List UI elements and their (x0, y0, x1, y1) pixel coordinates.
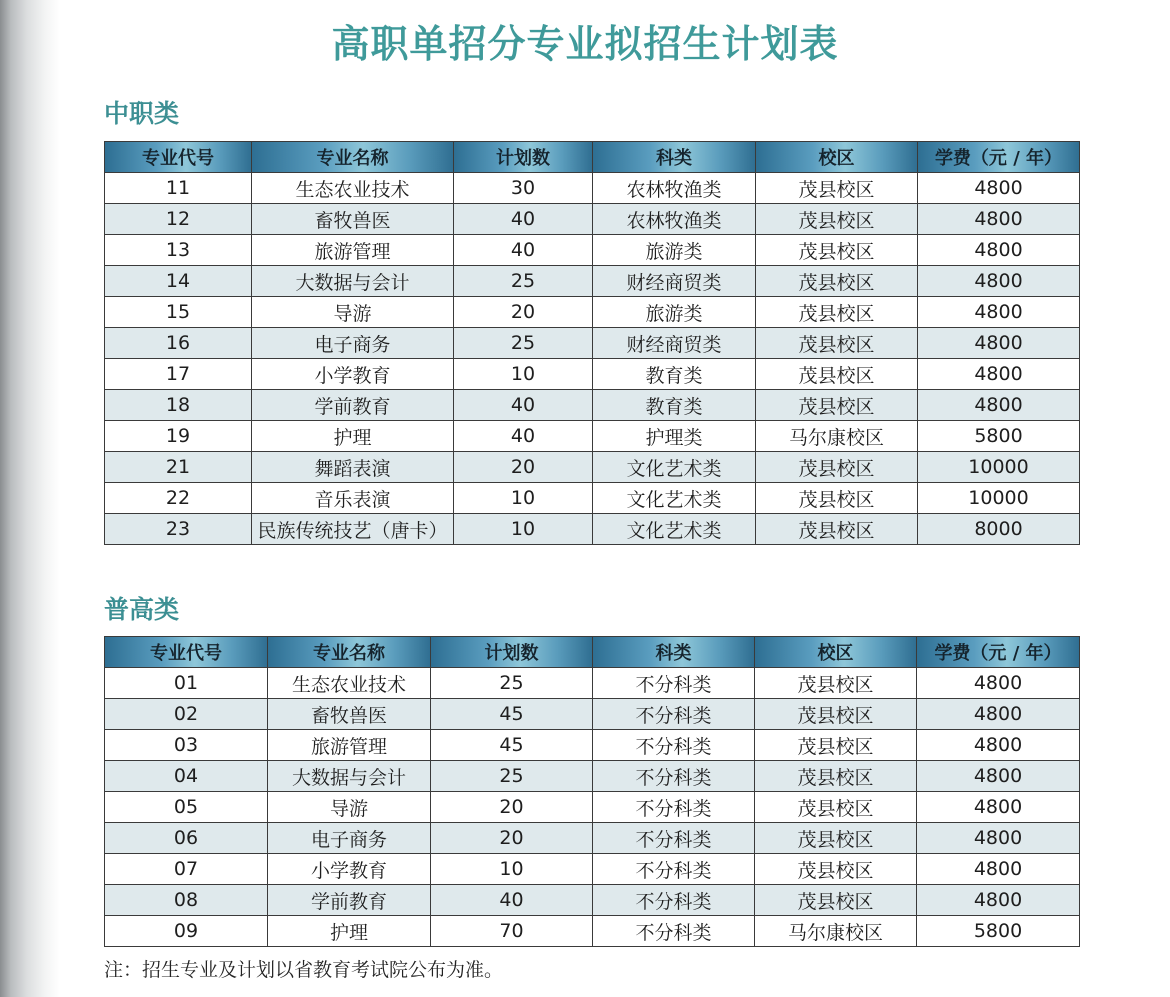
campus-cell: 茂县校区 (755, 792, 917, 823)
table-row (105, 266, 1080, 297)
category-cell: 教育类 (593, 359, 756, 390)
campus-cell: 茂县校区 (756, 452, 918, 483)
code-cell: 13 (105, 235, 252, 266)
code-cell: 06 (105, 823, 268, 854)
table-row (105, 359, 1080, 390)
campus-cell: 茂县校区 (755, 730, 917, 761)
table-row (105, 916, 1080, 947)
tuition-cell: 4800 (917, 699, 1080, 730)
code-cell: 08 (105, 885, 268, 916)
campus-cell: 马尔康校区 (755, 916, 917, 947)
tuition-cell: 4800 (917, 792, 1080, 823)
quota-cell: 20 (454, 452, 593, 483)
table-row (105, 854, 1080, 885)
column-header-tuition: 学费（元 / 年） (917, 637, 1080, 668)
quota-cell: 40 (454, 235, 593, 266)
tuition-cell: 4800 (918, 173, 1080, 204)
category-cell: 护理类 (593, 421, 756, 452)
campus-cell: 茂县校区 (755, 761, 917, 792)
tuition-cell: 5800 (918, 421, 1080, 452)
category-cell: 文化艺术类 (593, 514, 756, 545)
quota-cell: 25 (454, 266, 593, 297)
quota-cell: 45 (431, 730, 593, 761)
tuition-cell: 4800 (917, 668, 1080, 699)
category-cell: 不分科类 (593, 699, 755, 730)
code-cell: 05 (105, 792, 268, 823)
campus-cell: 茂县校区 (756, 328, 918, 359)
table-row (105, 885, 1080, 916)
category-cell: 文化艺术类 (593, 452, 756, 483)
table-header-row (105, 142, 1080, 173)
code-cell: 01 (105, 668, 268, 699)
code-cell: 15 (105, 297, 252, 328)
table-row (105, 514, 1080, 545)
code-cell: 19 (105, 421, 252, 452)
code-cell: 18 (105, 390, 252, 421)
footnote: 注：招生专业及计划以省教育考试院公布为准。 (104, 959, 504, 981)
campus-cell: 茂县校区 (755, 823, 917, 854)
tuition-cell: 4800 (918, 390, 1080, 421)
column-header-quota: 计划数 (431, 637, 593, 668)
major-cell: 学前教育 (268, 885, 431, 916)
code-cell: 03 (105, 730, 268, 761)
campus-cell: 茂县校区 (755, 854, 917, 885)
category-cell: 教育类 (593, 390, 756, 421)
major-cell: 旅游管理 (252, 235, 454, 266)
table-row (105, 823, 1080, 854)
quota-cell: 40 (454, 204, 593, 235)
code-cell: 09 (105, 916, 268, 947)
category-cell: 不分科类 (593, 885, 755, 916)
code-cell: 07 (105, 854, 268, 885)
quota-cell: 25 (431, 761, 593, 792)
code-cell: 22 (105, 483, 252, 514)
campus-cell: 茂县校区 (756, 173, 918, 204)
campus-cell: 茂县校区 (756, 297, 918, 328)
code-cell: 17 (105, 359, 252, 390)
tuition-cell: 4800 (918, 359, 1080, 390)
quota-cell: 70 (431, 916, 593, 947)
tuition-cell: 4800 (918, 266, 1080, 297)
column-header-quota: 计划数 (454, 142, 593, 173)
tuition-cell: 10000 (918, 483, 1080, 514)
tuition-cell: 4800 (918, 297, 1080, 328)
column-header-campus: 校区 (755, 637, 917, 668)
column-header-major: 专业名称 (268, 637, 431, 668)
tuition-cell: 5800 (917, 916, 1080, 947)
table-row (105, 792, 1080, 823)
category-cell: 不分科类 (593, 916, 755, 947)
major-cell: 大数据与会计 (252, 266, 454, 297)
section-heading-general-high-school: 普高类 (104, 595, 180, 624)
campus-cell: 茂县校区 (756, 390, 918, 421)
campus-cell: 茂县校区 (755, 699, 917, 730)
major-cell: 生态农业技术 (268, 668, 431, 699)
category-cell: 财经商贸类 (593, 328, 756, 359)
code-cell: 02 (105, 699, 268, 730)
quota-cell: 10 (454, 483, 593, 514)
major-cell: 护理 (252, 421, 454, 452)
quota-cell: 20 (431, 823, 593, 854)
table-row (105, 173, 1080, 204)
tuition-cell: 4800 (917, 885, 1080, 916)
major-cell: 电子商务 (268, 823, 431, 854)
quota-cell: 40 (431, 885, 593, 916)
quota-cell: 10 (454, 359, 593, 390)
table-row (105, 297, 1080, 328)
campus-cell: 茂县校区 (755, 668, 917, 699)
major-cell: 小学教育 (252, 359, 454, 390)
tuition-cell: 10000 (918, 452, 1080, 483)
category-cell: 文化艺术类 (593, 483, 756, 514)
quota-cell: 10 (431, 854, 593, 885)
table-header-row (105, 637, 1080, 668)
quota-cell: 40 (454, 390, 593, 421)
column-header-code: 专业代号 (105, 637, 268, 668)
table-row (105, 483, 1080, 514)
category-cell: 不分科类 (593, 730, 755, 761)
campus-cell: 茂县校区 (756, 235, 918, 266)
major-cell: 生态农业技术 (252, 173, 454, 204)
code-cell: 04 (105, 761, 268, 792)
category-cell: 旅游类 (593, 235, 756, 266)
quota-cell: 25 (454, 328, 593, 359)
page-spine-shadow (0, 0, 60, 997)
major-cell: 学前教育 (252, 390, 454, 421)
table-row (105, 761, 1080, 792)
category-cell: 不分科类 (593, 761, 755, 792)
major-cell: 护理 (268, 916, 431, 947)
category-cell: 农林牧渔类 (593, 173, 756, 204)
major-cell: 民族传统技艺（唐卡） (252, 514, 454, 545)
code-cell: 23 (105, 514, 252, 545)
tuition-cell: 4800 (917, 730, 1080, 761)
major-cell: 小学教育 (268, 854, 431, 885)
category-cell: 不分科类 (593, 668, 755, 699)
code-cell: 11 (105, 173, 252, 204)
campus-cell: 茂县校区 (756, 483, 918, 514)
major-cell: 旅游管理 (268, 730, 431, 761)
tuition-cell: 4800 (917, 823, 1080, 854)
code-cell: 12 (105, 204, 252, 235)
column-header-tuition: 学费（元 / 年） (918, 142, 1080, 173)
major-cell: 舞蹈表演 (252, 452, 454, 483)
campus-cell: 茂县校区 (756, 266, 918, 297)
major-cell: 大数据与会计 (268, 761, 431, 792)
table-row (105, 699, 1080, 730)
table-row (105, 668, 1080, 699)
major-cell: 导游 (252, 297, 454, 328)
section-heading-vocational: 中职类 (104, 99, 180, 128)
column-header-category: 科类 (593, 142, 756, 173)
tuition-cell: 4800 (917, 854, 1080, 885)
quota-cell: 20 (454, 297, 593, 328)
column-header-campus: 校区 (756, 142, 918, 173)
column-header-major: 专业名称 (252, 142, 454, 173)
category-cell: 旅游类 (593, 297, 756, 328)
tuition-cell: 4800 (918, 328, 1080, 359)
campus-cell: 茂县校区 (756, 514, 918, 545)
major-cell: 电子商务 (252, 328, 454, 359)
table-row (105, 328, 1080, 359)
table-row (105, 452, 1080, 483)
quota-cell: 10 (454, 514, 593, 545)
campus-cell: 马尔康校区 (756, 421, 918, 452)
category-cell: 财经商贸类 (593, 266, 756, 297)
code-cell: 21 (105, 452, 252, 483)
campus-cell: 茂县校区 (756, 359, 918, 390)
category-cell: 不分科类 (593, 792, 755, 823)
quota-cell: 25 (431, 668, 593, 699)
tuition-cell: 4800 (918, 204, 1080, 235)
category-cell: 不分科类 (593, 823, 755, 854)
table-row (105, 730, 1080, 761)
page-title: 高职单招分专业拟招生计划表 (331, 22, 839, 66)
campus-cell: 茂县校区 (756, 204, 918, 235)
plan-table-general-high-school (104, 636, 1080, 947)
table-row (105, 204, 1080, 235)
code-cell: 16 (105, 328, 252, 359)
column-header-category: 科类 (593, 637, 755, 668)
major-cell: 畜牧兽医 (268, 699, 431, 730)
major-cell: 音乐表演 (252, 483, 454, 514)
category-cell: 不分科类 (593, 854, 755, 885)
quota-cell: 40 (454, 421, 593, 452)
quota-cell: 30 (454, 173, 593, 204)
table-row (105, 390, 1080, 421)
column-header-code: 专业代号 (105, 142, 252, 173)
campus-cell: 茂县校区 (755, 885, 917, 916)
table-row (105, 235, 1080, 266)
tuition-cell: 8000 (918, 514, 1080, 545)
category-cell: 农林牧渔类 (593, 204, 756, 235)
tuition-cell: 4800 (918, 235, 1080, 266)
plan-table-vocational (104, 141, 1080, 545)
table-row (105, 421, 1080, 452)
quota-cell: 45 (431, 699, 593, 730)
quota-cell: 20 (431, 792, 593, 823)
major-cell: 畜牧兽医 (252, 204, 454, 235)
tuition-cell: 4800 (917, 761, 1080, 792)
major-cell: 导游 (268, 792, 431, 823)
code-cell: 14 (105, 266, 252, 297)
